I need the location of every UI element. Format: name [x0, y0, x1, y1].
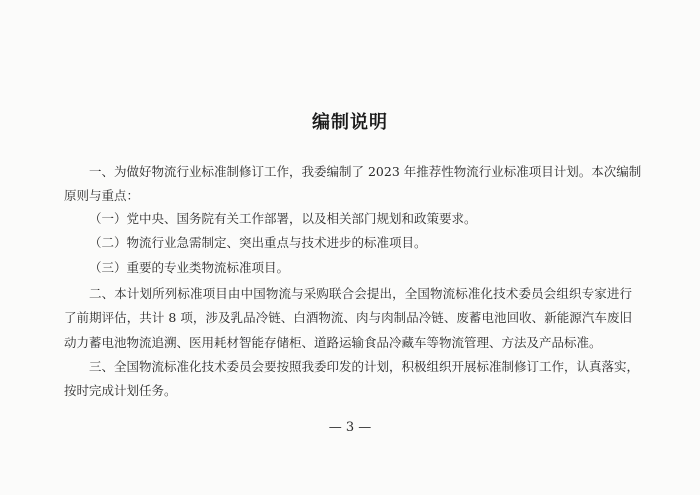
principle-item-1: （一）党中央、国务院有关工作部署，以及相关部门规划和政策要求。	[89, 211, 477, 226]
principle-item-2: （二）物流行业急需制定、突出重点与技术进步的标准项目。	[89, 235, 427, 250]
paragraph-3-line-1: 三、全国物流标准化技术委员会要按照我委印发的计划，积极组织开展标准制修订工作，认真落实，	[89, 359, 640, 374]
paragraph-2-line-2: 了前期评估，共计 8 项，涉及乳品冷链、白酒物流、肉与肉制品冷链、废蓄电池回收、新能源汽车废旧	[64, 310, 632, 325]
paragraph-2-line-1: 二、本计划所列标准项目由中国物流与采购联合会提出，全国物流标准化技术委员会组织专家进行	[89, 286, 632, 301]
page-number: — 3 —	[328, 420, 372, 435]
paragraph-1-line-1: 一、为做好物流行业标准制修订工作，我委编制了 2023 年推荐性物流行业标准项目计划。本次编制	[89, 164, 642, 179]
document-title: 编制说明	[312, 112, 388, 133]
paragraph-3-line-2: 按时完成计划任务。	[64, 383, 177, 398]
paragraph-1-line-2: 原则与重点：	[64, 188, 140, 203]
paragraph-2-line-3: 动力蓄电池物流追溯、医用耗材智能存储柜、道路运输食品冷藏车等物流管理、方法及产品标准。	[64, 335, 602, 350]
principle-item-3: （三）重要的专业类物流标准项目。	[89, 260, 290, 275]
